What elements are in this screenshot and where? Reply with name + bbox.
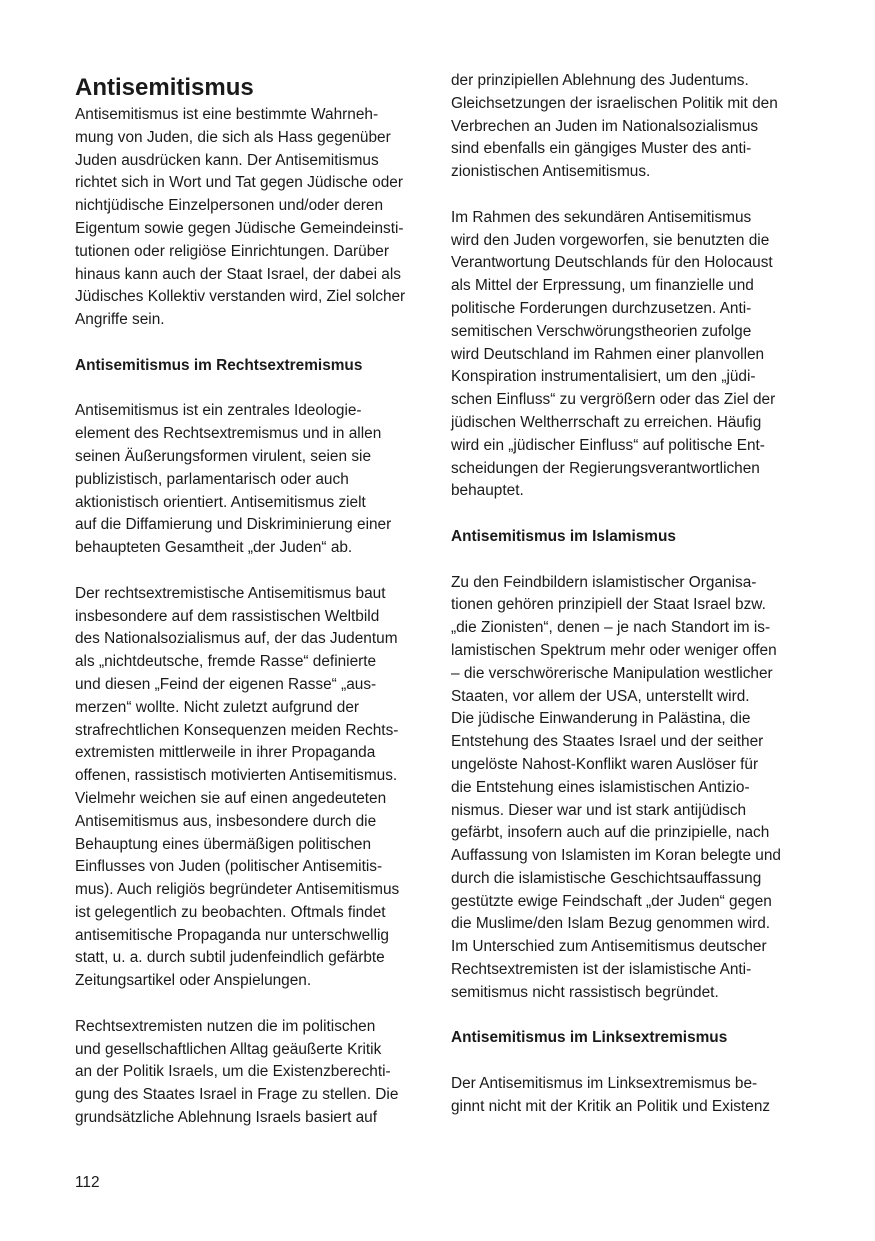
text-line: behaupteten Gesamtheit „der Juden“ ab. bbox=[75, 539, 353, 557]
paragraph-continued bbox=[451, 70, 803, 184]
text-line: politische Forderungen durchzusetzen. Anti- bbox=[451, 299, 752, 317]
paragraph-rechts-3 bbox=[75, 1016, 427, 1130]
text-line: Angriffe sein. bbox=[75, 311, 165, 329]
text-line: auf die Diffamierung und Diskriminierung einer bbox=[75, 516, 392, 534]
text-line: Einflusses von Juden (politischer Antisemitis- bbox=[75, 858, 383, 876]
text-line: element des Rechtsextremismus und in allen bbox=[75, 425, 382, 443]
text-line: Im Unterschied zum Antisemitismus deutscher bbox=[451, 938, 767, 956]
text-line: schen Einfluss“ zu vergrößern oder das Ziel der bbox=[451, 391, 776, 409]
paragraph-sekundaer bbox=[451, 207, 803, 503]
text-line: extremisten mittlerweile in ihrer Propaganda bbox=[75, 744, 376, 762]
text-line: mung von Juden, die sich als Hass gegenüber bbox=[75, 128, 391, 146]
text-line: als „nichtdeutsche, fremde Rasse“ definierte bbox=[75, 653, 377, 671]
text-line: Entstehung des Staates Israel und der seither bbox=[451, 733, 764, 751]
text-line: Eigentum sowie gegen Jüdische Gemeindeinsti- bbox=[75, 219, 404, 237]
text-line: semitischen Verschwörungstheorien zufolge bbox=[451, 322, 752, 340]
text-line: scheidungen der Regierungsverantwortlichen bbox=[451, 459, 760, 477]
text-line: tionen gehören prinzipiell der Staat Israel bzw. bbox=[451, 596, 766, 614]
text-line: Juden ausdrücken kann. Der Antisemitismus bbox=[75, 151, 379, 169]
page-title: Antisemitismus bbox=[75, 74, 254, 101]
text-line: Verantwortung Deutschlands für den Holocaust bbox=[451, 254, 773, 272]
text-line: Antisemitismus ist eine bestimmte Wahrneh- bbox=[75, 106, 379, 123]
text-line: die Entstehung eines islamistischen Antizio- bbox=[451, 778, 750, 796]
page-number: 112 bbox=[75, 1174, 100, 1191]
text-line: Staaten, vor allem der USA, unterstellt wird. bbox=[451, 687, 750, 705]
text-line: aktionistisch orientiert. Antisemitismus zielt bbox=[75, 493, 366, 511]
text-line: die Muslime/den Islam Bezug genommen wird. bbox=[451, 915, 771, 933]
text-line: publizistisch, parlamentarisch oder auch bbox=[75, 470, 349, 488]
text-line: semitismus nicht rassistisch begründet. bbox=[451, 983, 719, 1001]
text-line: gestützte ewige Feindschaft „der Juden“ gegen bbox=[451, 892, 772, 910]
intro-paragraph bbox=[75, 104, 427, 332]
text-line: ungelöste Nahost-Konflikt waren Auslöser für bbox=[451, 755, 759, 773]
text-line: wird den Juden vorgeworfen, sie benutzten die bbox=[451, 231, 770, 249]
text-line: Zeitungsartikel oder Anspielungen. bbox=[75, 972, 312, 990]
section-heading-linksextremismus: Antisemitismus im Linksextremismus bbox=[451, 1029, 728, 1047]
text-line: zionistischen Antisemitismus. bbox=[451, 163, 651, 181]
text-line: statt, u. a. durch subtil judenfeindlich gefärbte bbox=[75, 949, 385, 967]
text-line: strafrechtlichen Konsequenzen meiden Rechts- bbox=[75, 721, 399, 739]
text-line: „die Zionisten“, denen – je nach Standort im is- bbox=[451, 619, 771, 637]
text-line: Im Rahmen des sekundären Antisemitismus bbox=[451, 208, 752, 226]
text-line: an der Politik Israels, um die Existenzberechti- bbox=[75, 1063, 391, 1081]
text-line: jüdischen Weltherrschaft zu erreichen. Häufig bbox=[451, 413, 762, 431]
text-line: grundsätzliche Ablehnung Israels basiert auf bbox=[75, 1109, 378, 1127]
text-line: Der rechtsextremistische Antisemitismus baut bbox=[75, 584, 386, 602]
text-line: der prinzipiellen Ablehnung des Judentums. bbox=[451, 72, 749, 89]
text-line: seinen Äußerungsformen virulent, seien sie bbox=[75, 447, 371, 465]
text-line: richtet sich in Wort und Tat gegen Jüdische oder bbox=[75, 174, 403, 192]
text-line: Antisemitismus aus, insbesondere durch die bbox=[75, 812, 377, 830]
text-line: Konspiration instrumentalisiert, um den „jüdi- bbox=[451, 368, 756, 386]
text-line: und gesellschaftlichen Alltag geäußerte Kritik bbox=[75, 1040, 382, 1058]
section-heading-rechtsextremismus: Antisemitismus im Rechtsextremismus bbox=[75, 356, 363, 374]
text-line: – die verschwörerische Manipulation westlicher bbox=[451, 664, 773, 682]
text-line: gefärbt, insofern auch auf die prinzipielle, nach bbox=[451, 824, 770, 842]
text-line: hinaus kann auch der Staat Israel, der dabei als bbox=[75, 265, 401, 283]
text-line: tutionen oder religiöse Einrichtungen. Darüber bbox=[75, 242, 389, 260]
text-line: wird ein „jüdischer Einfluss“ auf politische Ent- bbox=[451, 436, 765, 454]
text-line: mus). Auch religiös begründeter Antisemitismus bbox=[75, 881, 400, 899]
text-line: Verbrechen an Juden im Nationalsozialismus bbox=[451, 117, 759, 135]
text-line: als Mittel der Erpressung, um finanzielle und bbox=[451, 277, 754, 295]
text-line: Zu den Feindbildern islamistischer Organisa- bbox=[451, 573, 757, 591]
text-line: Der Antisemitismus im Linksextremismus be- bbox=[451, 1075, 758, 1093]
text-line: antisemitische Propaganda nur unterschwellig bbox=[75, 926, 389, 944]
text-line: Auffassung von Islamisten im Koran belegte und bbox=[451, 847, 781, 865]
paragraph-islamismus bbox=[451, 572, 803, 1005]
text-line: sind ebenfalls ein gängiges Muster des anti- bbox=[451, 140, 752, 158]
paragraph-rechts-2 bbox=[75, 583, 427, 993]
text-line: wird Deutschland im Rahmen einer planvollen bbox=[451, 345, 765, 363]
text-line: Jüdisches Kollektiv verstanden wird, Ziel solcher bbox=[75, 288, 406, 306]
text-line: Rechtsextremisten ist der islamistische Anti- bbox=[451, 961, 752, 979]
text-line: durch die islamistische Geschichtsauffassung bbox=[451, 869, 762, 887]
text-line: nismus. Dieser war und ist stark antijüdisch bbox=[451, 801, 747, 819]
paragraph-rechts-1 bbox=[75, 400, 427, 560]
text-line: offenen, rassistisch motivierten Antisemitismus. bbox=[75, 767, 398, 785]
right-column bbox=[451, 70, 803, 1141]
left-column bbox=[75, 70, 427, 1153]
text-line: nichtjüdische Einzelpersonen und/oder deren bbox=[75, 197, 384, 215]
text-line: merzen“ wollte. Nicht zuletzt aufgrund der bbox=[75, 698, 359, 716]
text-line: ginnt nicht mit der Kritik an Politik und Existenz bbox=[451, 1097, 771, 1115]
text-line: Die jüdische Einwanderung in Palästina, die bbox=[451, 710, 751, 728]
section-heading-islamismus: Antisemitismus im Islamismus bbox=[451, 527, 676, 545]
text-line: Gleichsetzungen der israelischen Politik mit den bbox=[451, 94, 778, 112]
text-line: behauptet. bbox=[451, 482, 524, 500]
text-line: insbesondere auf dem rassistischen Weltbild bbox=[75, 607, 380, 625]
text-line: Antisemitismus ist ein zentrales Ideologie- bbox=[75, 402, 362, 420]
text-line: ist gelegentlich zu beobachten. Oftmals findet bbox=[75, 903, 386, 921]
text-line: gung des Staates Israel in Frage zu stellen. Die bbox=[75, 1086, 399, 1104]
text-line: und diesen „Feind der eigenen Rasse“ „aus- bbox=[75, 675, 377, 693]
text-line: Behauptung eines übermäßigen politischen bbox=[75, 835, 372, 853]
text-line: Rechtsextremisten nutzen die im politischen bbox=[75, 1017, 376, 1035]
text-line: des Nationalsozialismus auf, der das Judentum bbox=[75, 630, 398, 648]
text-line: Vielmehr weichen sie auf einen angedeuteten bbox=[75, 789, 387, 807]
text-line: lamistischen Spektrum mehr oder weniger offen bbox=[451, 641, 777, 659]
paragraph-links bbox=[451, 1073, 803, 1119]
